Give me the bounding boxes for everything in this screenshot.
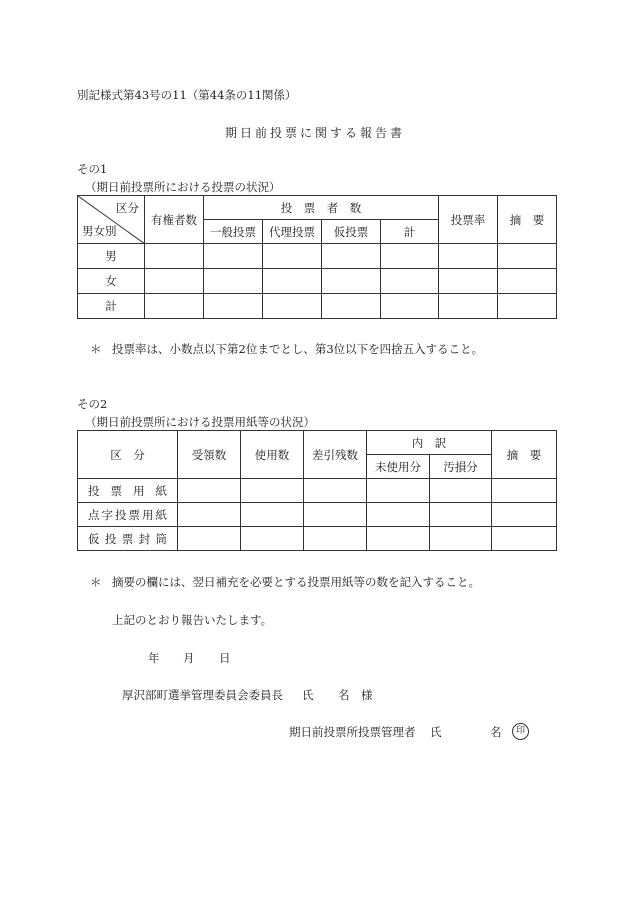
data-cell[interactable] xyxy=(241,527,304,551)
data-cell[interactable] xyxy=(322,294,381,319)
data-cell[interactable] xyxy=(381,269,439,294)
label-char: 投 xyxy=(115,507,127,522)
data-cell[interactable] xyxy=(439,294,498,319)
table-row xyxy=(78,503,557,527)
section2-label: その2 xyxy=(77,397,108,411)
col-provisional-vote: 仮投票 xyxy=(322,220,381,244)
sender-shi: 氏 xyxy=(430,725,442,739)
corner-top-label: 区分 xyxy=(116,201,139,215)
row-label-total: 計 xyxy=(78,294,145,319)
data-cell[interactable] xyxy=(430,527,492,551)
data-cell[interactable] xyxy=(263,294,322,319)
col-spoiled: 汚損分 xyxy=(430,455,492,479)
note1-text: 投票率は、小数点以下第2位までとし、第3位以下を四捨五入すること。 xyxy=(112,342,484,356)
label-char: 投 xyxy=(104,531,117,546)
table-row xyxy=(78,479,557,503)
col-voters-group: 投 票 者 数 xyxy=(204,196,439,220)
label-char: 紙 xyxy=(155,483,167,498)
table-row xyxy=(78,527,557,551)
closing-statement: 上記のとおり報告いたします。 xyxy=(112,613,273,627)
data-cell[interactable] xyxy=(145,244,204,269)
addressee-organization: 厚沢部町選挙管理委員会委員長 xyxy=(122,688,283,702)
note2-text: 摘要の欄には、翌日補充を必要とする投票用紙等の数を記入すること。 xyxy=(112,575,480,589)
table-row xyxy=(78,244,557,269)
note1-mark: ＊ xyxy=(90,342,102,356)
note2-mark: ＊ xyxy=(90,575,102,589)
addressee-honorific: 様 xyxy=(361,688,373,702)
data-cell[interactable] xyxy=(381,294,439,319)
data-cell[interactable] xyxy=(241,479,304,503)
data-cell[interactable] xyxy=(322,269,381,294)
section1-caption: （期日前投票所における投票の状況） xyxy=(85,180,281,194)
data-cell[interactable] xyxy=(381,244,439,269)
data-cell[interactable] xyxy=(204,294,263,319)
data-cell[interactable] xyxy=(178,479,241,503)
label-char: 点 xyxy=(88,507,100,522)
data-cell[interactable] xyxy=(322,244,381,269)
col-eligible-voters: 有権者数 xyxy=(145,196,204,244)
col-general-vote: 一般投票 xyxy=(204,220,263,244)
label-char: 用 xyxy=(142,507,154,522)
sender-mei: 名 xyxy=(490,725,502,739)
data-cell[interactable] xyxy=(204,244,263,269)
date-year-label: 年 xyxy=(148,651,160,665)
col-breakdown: 内 訳 xyxy=(367,431,492,455)
label-char: 封 xyxy=(138,531,151,546)
data-cell[interactable] xyxy=(498,244,557,269)
data-cell[interactable] xyxy=(367,527,430,551)
data-cell[interactable] xyxy=(367,503,430,527)
data-cell[interactable] xyxy=(204,269,263,294)
data-cell[interactable] xyxy=(498,294,557,319)
label-char: 票 xyxy=(110,483,122,498)
data-cell[interactable] xyxy=(145,269,204,294)
data-cell[interactable] xyxy=(492,479,557,503)
col-proxy-vote: 代理投票 xyxy=(263,220,322,244)
label-char: 仮 xyxy=(88,531,100,546)
data-cell[interactable] xyxy=(498,269,557,294)
row-label-male: 男 xyxy=(78,244,145,269)
data-cell[interactable] xyxy=(304,527,367,551)
row-label-female: 女 xyxy=(78,269,145,294)
sender-title: 期日前投票所投票管理者 xyxy=(289,725,416,739)
seal-mark-icon xyxy=(512,722,529,740)
addressee-mei: 名 xyxy=(338,688,350,702)
row-label-text xyxy=(78,531,177,547)
col-used: 使用数 xyxy=(241,431,304,479)
col-remarks: 摘 要 xyxy=(492,431,557,479)
document-title: 期日前投票に関する報告書 xyxy=(225,126,406,140)
date-month-label: 月 xyxy=(183,651,195,665)
form-reference: 別記様式第43号の11（第44条の11関係） xyxy=(77,88,297,102)
row-label-ballot-paper xyxy=(78,479,178,503)
row-label-text xyxy=(78,507,177,523)
label-char: 投 xyxy=(88,483,100,498)
ballot-paper-table xyxy=(77,430,557,551)
col-remarks: 摘 要 xyxy=(498,196,557,244)
data-cell[interactable] xyxy=(145,294,204,319)
label-char: 字 xyxy=(101,507,113,522)
col-total: 計 xyxy=(381,220,439,244)
data-cell[interactable] xyxy=(304,503,367,527)
section1-label: その1 xyxy=(77,162,108,176)
data-cell[interactable] xyxy=(178,503,241,527)
data-cell[interactable] xyxy=(241,503,304,527)
row-label-braille-ballot xyxy=(78,503,178,527)
voting-status-table xyxy=(77,195,557,319)
seal-text: 印 xyxy=(512,723,529,740)
data-cell[interactable] xyxy=(492,503,557,527)
corner-header-cell xyxy=(78,196,145,244)
data-cell[interactable] xyxy=(263,244,322,269)
table-row xyxy=(78,294,557,319)
date-day-label: 日 xyxy=(219,651,231,665)
corner-bottom-label: 男女別 xyxy=(82,224,117,238)
data-cell[interactable] xyxy=(439,244,498,269)
data-cell[interactable] xyxy=(263,269,322,294)
data-cell[interactable] xyxy=(304,479,367,503)
col-turnout-rate: 投票率 xyxy=(439,196,498,244)
data-cell[interactable] xyxy=(178,527,241,551)
row-label-provisional-envelope xyxy=(78,527,178,551)
label-char: 用 xyxy=(133,483,145,498)
section2-caption: （期日前投票所における投票用紙等の状況） xyxy=(85,415,315,429)
data-cell[interactable] xyxy=(430,479,492,503)
data-cell[interactable] xyxy=(430,503,492,527)
data-cell[interactable] xyxy=(492,527,557,551)
col-category: 区 分 xyxy=(78,431,178,479)
col-remaining: 差引残数 xyxy=(304,431,367,479)
row-label-text xyxy=(78,483,177,499)
data-cell[interactable] xyxy=(367,479,430,503)
col-unused: 未使用分 xyxy=(367,455,430,479)
label-char: 紙 xyxy=(155,507,167,522)
addressee-shi: 氏 xyxy=(302,688,314,702)
col-received: 受領数 xyxy=(178,431,241,479)
label-char: 票 xyxy=(128,507,140,522)
table-row xyxy=(78,269,557,294)
label-char: 筒 xyxy=(155,531,167,546)
data-cell[interactable] xyxy=(439,269,498,294)
label-char: 票 xyxy=(121,531,134,546)
